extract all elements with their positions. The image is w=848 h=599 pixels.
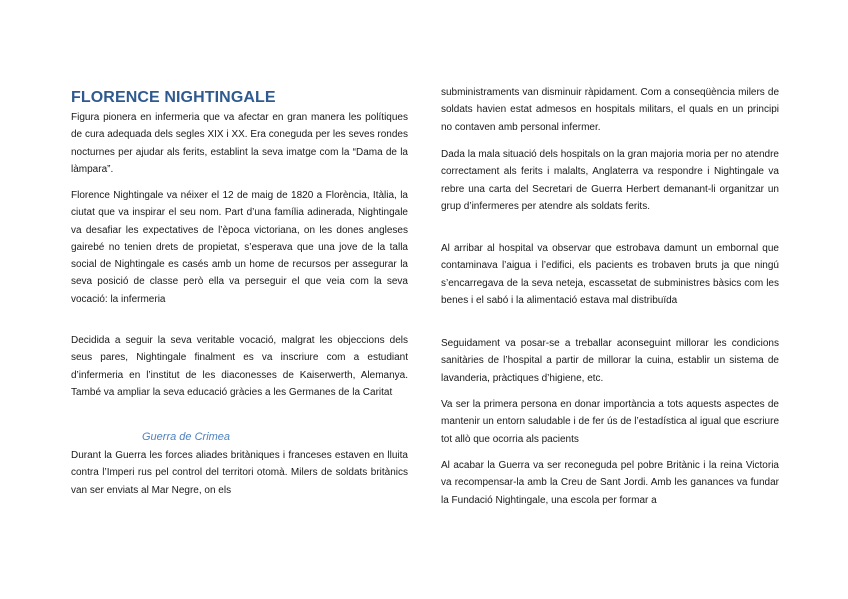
document-title: FLORENCE NIGHTINGALE [71, 89, 276, 106]
paragraph-birth: Florence Nightingale va néixer el 12 de maig de 1820 a Florència, Itàlia, la ciutat que va inspirar el seu nom. Part d’una família adinerada, Nightingale va desafiar les expectatives de l’època victoriana, on les dones angleses gairebé no tenien drets de propietat, s’esperava que una jove de la talla social de Nightingale es casés amb un home de recursos per assegurar la seva posició de classe però ella va perseguir el que veia com la seva vocació: la infermeria [71, 190, 408, 305]
paragraph-recognition: Al acabar la Guerra va ser reconeguda pel pobre Britànic i la reina Victoria va recompensar-la amb la Creu de Sant Jordi. Amb les ganances va fundar la Fundació Nightingale, una escola per formar a [441, 460, 779, 506]
section-subheading: Guerra de Crimea [142, 431, 231, 443]
paragraph-intro: Figura pionera en infermeria que va afectar en gran manera les polítiques de cura adequada dels segles XIX i XX. Era coneguda per les seves rondes nocturnes per ajudar als ferits, establint la seva imatge com la “Dama de la làmpara”. [71, 112, 408, 175]
paragraph-statistics: Va ser la primera persona en donar importància a tots aquests aspectes de mantenir un entorn saludable i de fer ús de l’estadística al igual que escriure tot allò que ocorria als pacients [441, 399, 779, 445]
paragraph-supplies: subministraments van disminuir ràpidament. Com a conseqüència milers de soldats havien estat admesos en hospitals militars, el quals en un principi no contaven amb personal infermer. [441, 87, 779, 133]
paragraph-arrival: Al arribar al hospital va observar que estrobava damunt un embornal que contaminava l’aigua i l’edifici, els pacients es trobaven bruts ja que ningú s’encarregava de la seva neteja, escassetat de subministres bàsics com les benes i el sabó i la alimentació estava mal distribuïda [441, 243, 779, 306]
paragraph-hospitals: Dada la mala situació dels hospitals on la gran majoria moria per no atendre correctament als ferits i malalts, Anglaterra va respondre i Nightingale va rebre una carta del Secretari de Guerra Herbert demanant-li organitzar un grup d’infermeres per atendre als soldats ferits. [441, 149, 779, 212]
paragraph-improvements: Seguidament va posar-se a treballar aconseguint millorar les condicions sanitàries de l’hospital a partir de millorar la cuina, establir un sistema de lavanderia, pràctiques d’higiene, etc. [441, 338, 779, 384]
paragraph-crimean-war: Durant la Guerra les forces aliades britàniques i franceses estaven en lluita contra l’Imperi rus pel control del territori otomà. Milers de soldats britànics van ser enviats al Mar Negre, on els [71, 450, 408, 496]
paragraph-vocation: Decidida a seguir la seva veritable vocació, malgrat les objeccions dels seus pares, Nightingale finalment es va inscriure com a estudiant d’infermeria en l’institut de les diaconesses de Kaiserwerth, Alemanya. També va ampliar la seva educació gràcies a les Germanes de la Caritat [71, 335, 408, 398]
